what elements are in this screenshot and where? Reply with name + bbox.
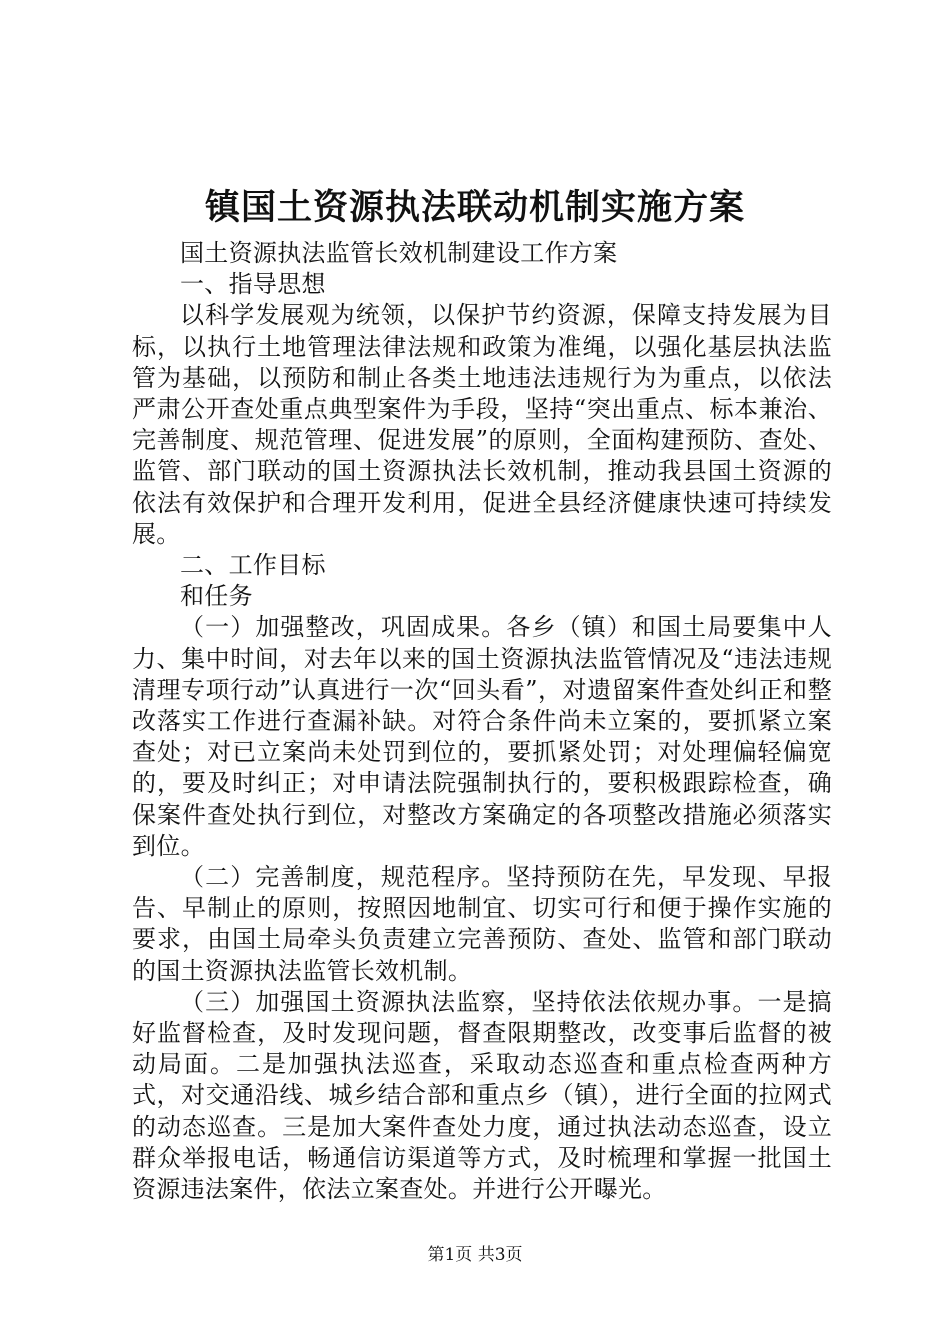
paragraph-item-one: （一）加强整改，巩固成果。各乡（镇）和国土局要集中人力、集中时间，对去年以来的国土资源执法监管情况及“违法违规清理专项行动”认真进行一次“回头看”，对遗留案件查处纠正和整改落实工作进行查漏补缺。对符合条件尚未立案的，要抓紧立案查处；对已立案尚未处罚到位的，要抓紧处罚；对处理偏轻偏宽的，要及时纠正；对申请法院强制执行的，要积极跟踪检查，确保案件查处执行到位，对整改方案确定的各项整改措施必须落实到位。 — [132, 613, 832, 860]
section-heading-guiding-ideology: 一、指导思想 — [180, 270, 326, 299]
section-heading-tasks: 和任务 — [180, 582, 253, 611]
page-number-footer: 第1页 共3页 — [427, 1245, 523, 1265]
paragraph-item-two: （二）完善制度，规范程序。坚持预防在先，早发现、早报告、早制止的原则，按照因地制宜、切实可行和便于操作实施的要求，由国土局牵头负责建立完善预防、查处、监管和部门联动的国土资源执法监管长效机制。 — [132, 863, 832, 985]
paragraph-item-three: （三）加强国土资源执法监察，坚持依法依规办事。一是搞好监督检查，及时发现问题，督查限期整改，改变事后监督的被动局面。二是加强执法巡查，采取动态巡查和重点检查两种方式，对交通沿线、城乡结合部和重点乡（镇），进行全面的拉网式的动态巡查。三是加大案件查处力度，通过执法动态巡查，设立群众举报电话，畅通信访渠道等方式，及时梳理和掌握一批国土资源违法案件，依法立案查处。并进行公开曝光。 — [132, 987, 832, 1204]
document-body — [132, 238, 832, 1205]
paragraph-subtitle: 国土资源执法监管长效机制建设工作方案 — [180, 239, 618, 267]
section-heading-work-goals: 二、工作目标 — [180, 551, 326, 580]
document-title: 镇国土资源执法联动机制实施方案 — [204, 187, 745, 228]
paragraph-guiding-ideology: 以科学发展观为统领，以保护节约资源，保障支持发展为目标，以执行土地管理法律法规和政策为准绳，以强化基层执法监管为基础，以预防和制止各类土地违法违规行为为重点，以依法严肃公开查处重点典型案件为手段，坚持“突出重点、标本兼治、完善制度、规范管理、促进发展”的原则，全面构建预防、查处、监管、部门联动的国土资源执法长效机制，推动我县国土资源的依法有效保护和合理开发利用，促进全县经济健康快速可持续发展。 — [132, 301, 832, 548]
